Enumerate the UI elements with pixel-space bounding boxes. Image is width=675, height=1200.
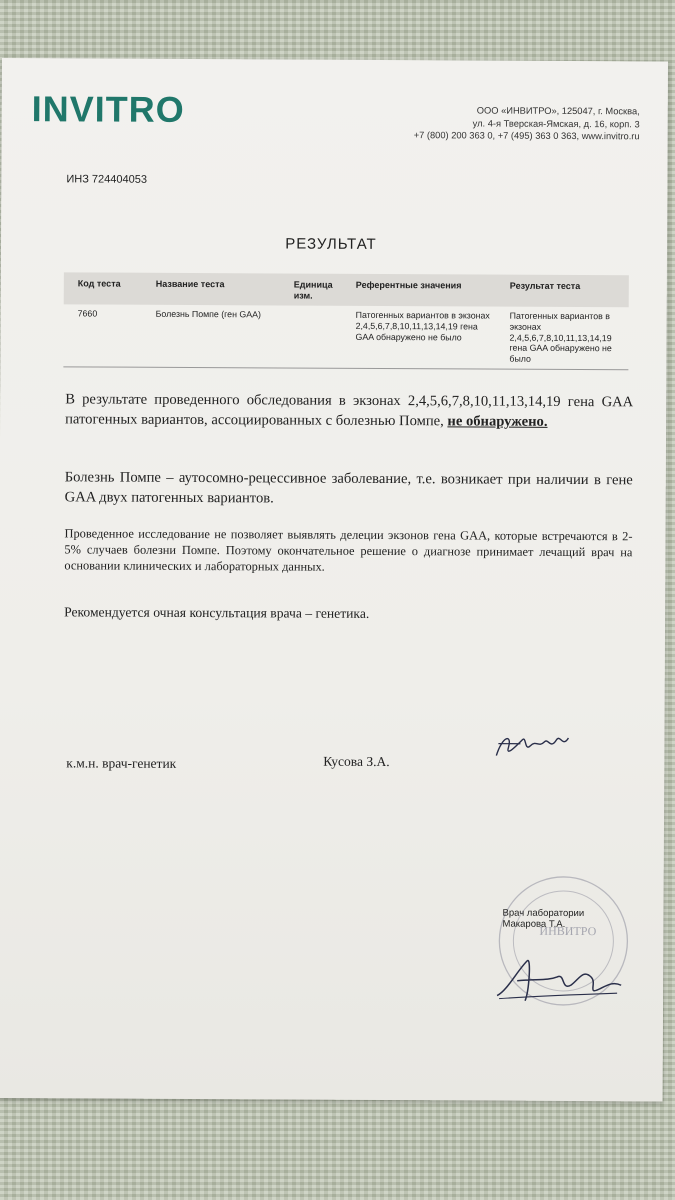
cell-reference: Патогенных вариантов в экзонах 2,4,5,6,7,8,10,11,13,14,19 гена GAA обнаружено не было [355,309,490,343]
table-header [64,272,629,307]
col-name-header: Название теста [155,278,225,290]
address-line: ул. 4-я Тверская-Ямская, д. 16, корп. 3 [472,117,640,129]
doctor-signature [490,726,580,766]
col-unit-header: Единица изм. [293,279,333,301]
col-result-header: Результат теста [509,280,581,292]
address-line: ООО «ИНВИТРО», 125047, г. Москва, [476,105,640,117]
page-title: РЕЗУЛЬТАТ [285,235,377,253]
disease-description: Болезнь Помпе – аутосомно-рецессивное заболевание, т.е. возникает при наличии в гене GAA двух патогенных вариантов. [64,469,633,507]
limitations-note: Проведенное исследование не позволяет выявлять делеции экзонов гена GAA, которые встречаются в 2-5% случаев болезни Помпе. Поэтому окончательное решение о диагнозе принимает лечащий врач на основании клинических и лабораторных данных. [64,526,633,574]
document-sheet [0,58,668,1101]
col-code-header: Код теста [77,278,121,289]
cell-name: Болезнь Помпе (ген GAA) [155,308,261,320]
doctor-position: к.м.н. врач-генетик [66,755,177,771]
table-row [63,304,628,370]
address-line: +7 (800) 200 363 0, +7 (495) 363 0 363, www.invitro.ru [413,130,640,142]
cell-result: Патогенных вариантов в экзонах 2,4,5,6,7,8,10,11,13,14,19 гена GAA обнаружено не было [509,310,612,364]
cell-code: 7660 [77,308,98,319]
lab-doctor-block [502,908,584,930]
conclusion-paragraph [65,389,633,432]
lab-doctor-title: Врач лаборатории [502,907,585,920]
recommendation: Рекомендуется очная консультация врача – генетика. [64,604,370,621]
invitro-logo: INVITRO [31,88,185,130]
doctor-name: Кусова З.А. [323,753,390,770]
col-reference-header: Референтные значения [355,279,462,291]
inz-number: ИНЗ 724404053 [66,173,148,186]
lab-doctor-signature [487,951,637,1012]
results-table [63,272,628,370]
company-address [340,104,640,143]
conclusion-text: В результате проведенного обследования в экзонах 2,4,5,6,7,8,10,11,13,14,19 гена GAA патогенных вариантов, ассоциированных с болезнью Помпе, [65,391,634,430]
conclusion-result: не обнаружено. [447,413,548,430]
stamp-text: ИНВИТРО [539,923,597,939]
lab-doctor-name: Макарова Т.А. [502,918,566,930]
